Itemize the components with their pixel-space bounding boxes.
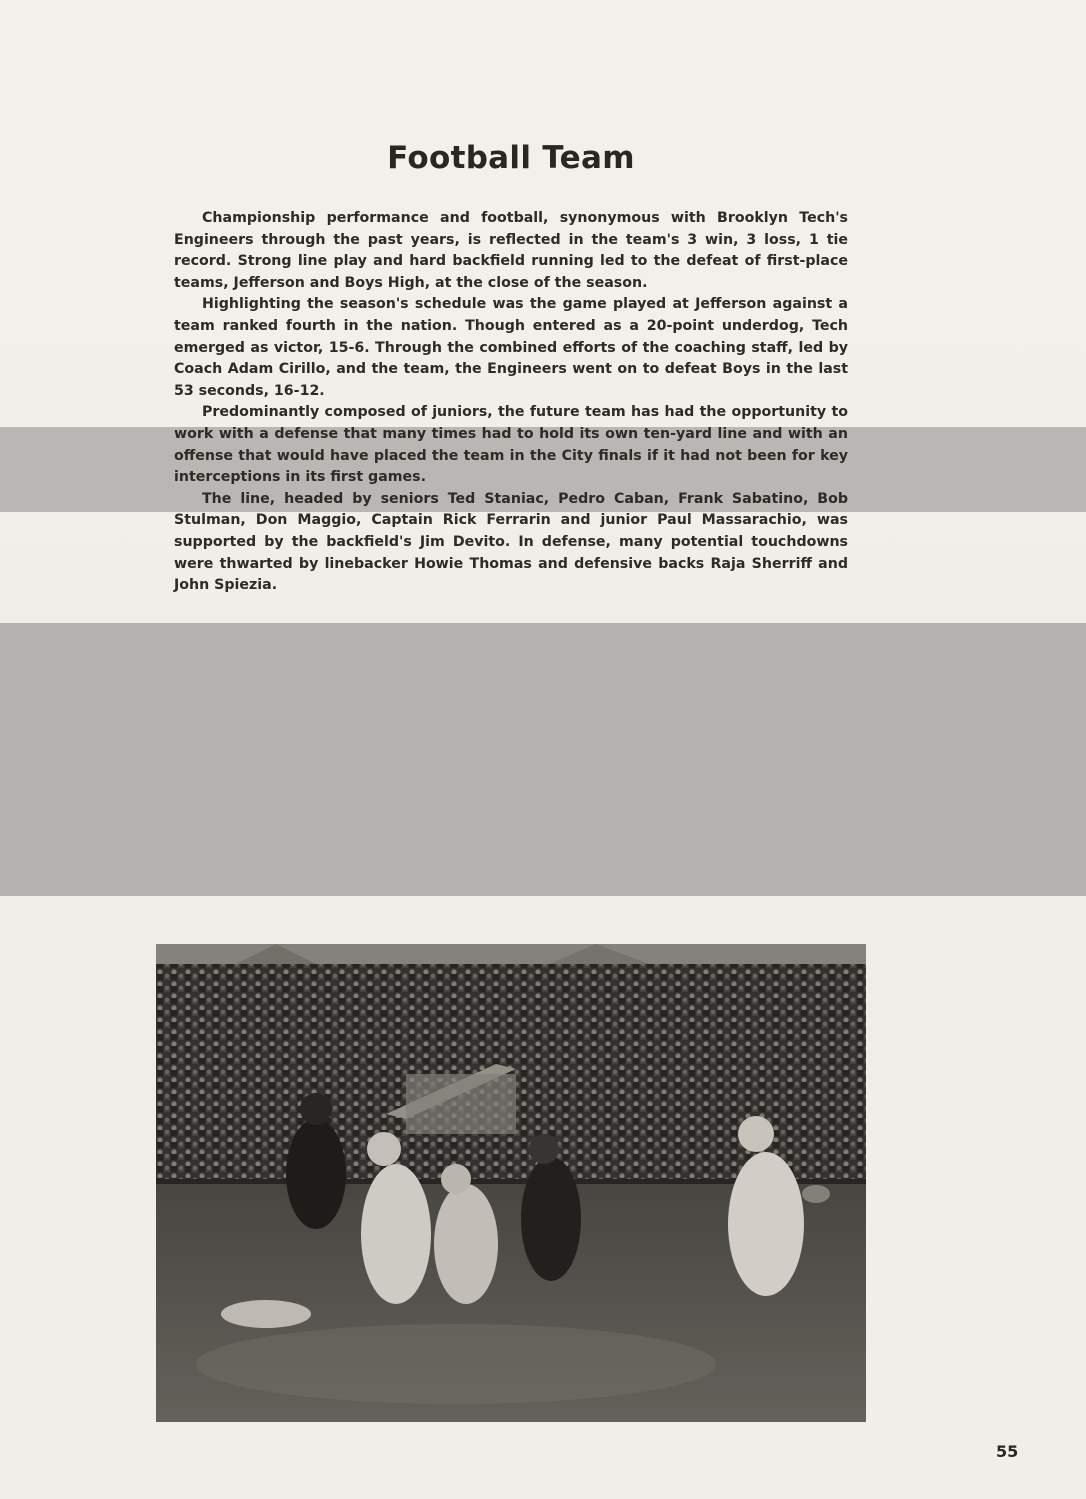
paragraph-4: The line, headed by seniors Ted Staniac, Pedro Caban, Frank Sabatino, Bob Stulman, Don Maggio, Captain Rick Ferrarin and junior Paul Massarachio, was supported by the backfield's Jim Devito. In defense, many potential touchdowns were thwarted by linebacker Howie Thomas and defensive backs Raja Sherriff and John Spiezia. (174, 490, 848, 594)
page-title: Football Team (387, 140, 635, 176)
paragraph-3: Predominantly composed of juniors, the future team has had the opportunity to work with a defense that many times had to hold its own ten-yard line and with an offense that would have placed the team in the City finals if it had not been for key interceptions in its first games. (174, 404, 848, 486)
paragraph-1: Championship performance and football, synonymous with Brooklyn Tech's Engineers through the past years, is reflected in the team's 3 win, 3 loss, 1 tie record. Strong line play and hard backfield running led to the defeat of first-place teams, Jefferson and Boys High, at the close of the season. (174, 210, 848, 291)
football-game-photo (156, 944, 866, 1422)
page-number: 55 (996, 1442, 1019, 1461)
gray-band-lower (0, 623, 1086, 896)
paragraph-2: Highlighting the season's schedule was the game played at Jefferson against a team ranked fourth in the nation. Though entered as a 20-point underdog, Tech emerged as victor, 15-6. Through the combined efforts of the coaching staff, led by Coach Adam Cirillo, and the team, the Engineers went on to defeat Boys in the last 53 seconds, 16-12. (174, 296, 848, 399)
article-body (174, 208, 848, 597)
